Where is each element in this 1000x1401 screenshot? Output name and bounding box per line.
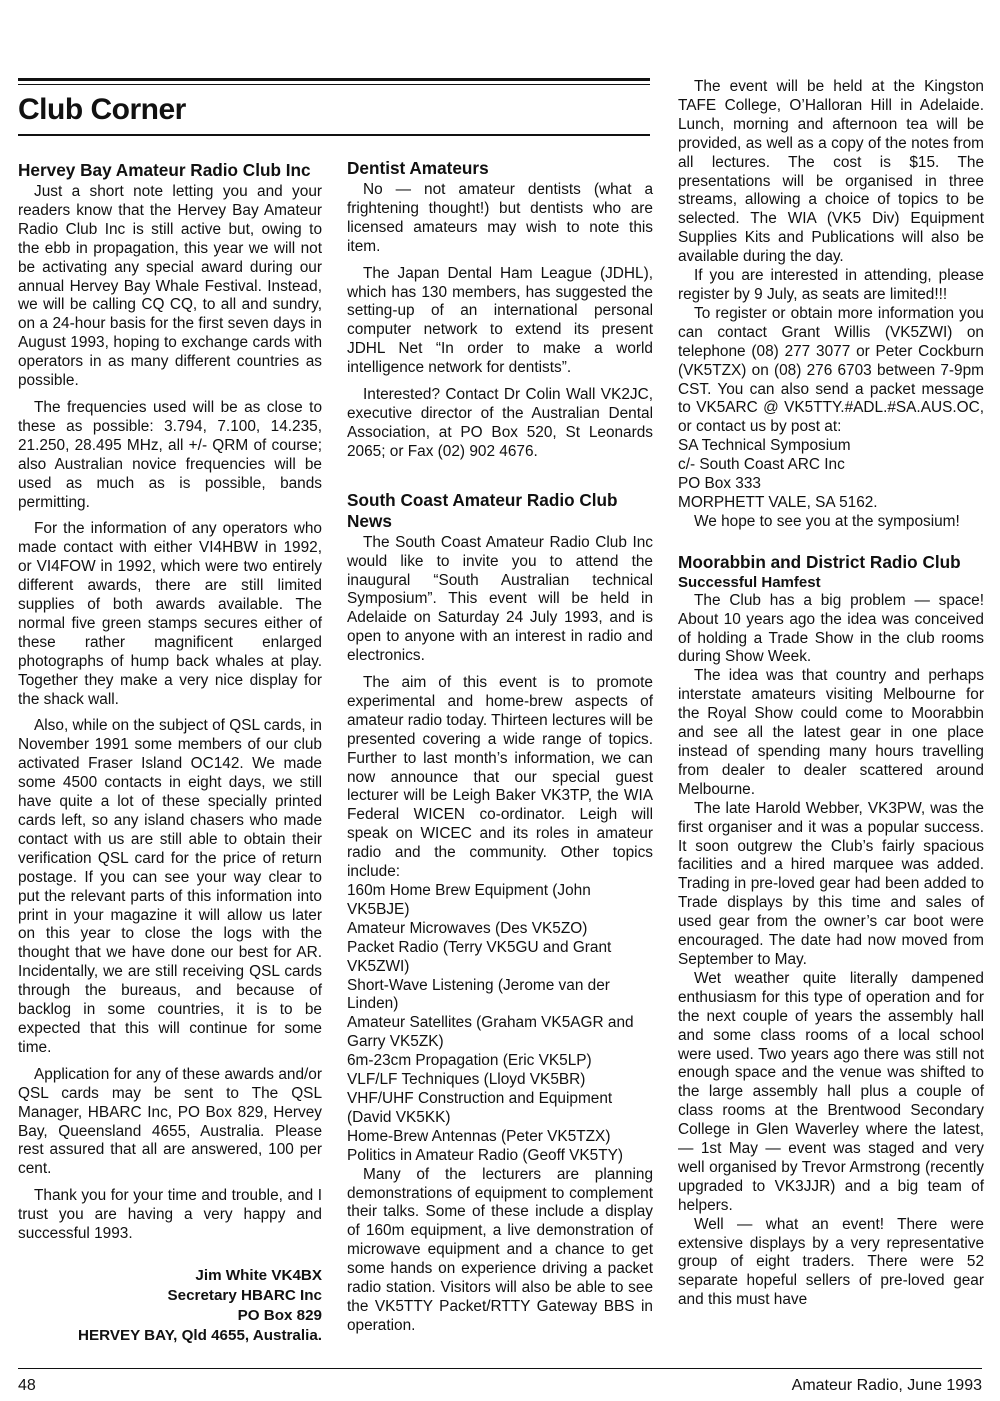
footer-rule	[18, 1368, 982, 1369]
section-heading-hervey-bay: Hervey Bay Amateur Radio Club Inc	[18, 160, 311, 180]
topic-item: 6m-23cm Propagation (Eric VK5LP)	[347, 1052, 592, 1070]
moorabbin-paragraph-2: The idea was that country and perhaps interstate amateurs visiting Melbourne for the Royal Show could come to Moorabbin and see all the latest gear in one place instead of spending many hours travelling from dealer to dealer scattered around Melbourne.	[678, 667, 984, 798]
address-line: SA Technical Symposium	[678, 437, 851, 455]
moorabbin-paragraph-4: Wet weather quite literally dampened enthusiasm for this type of operation and for the next couple of years the assembly hall and some class rooms of a local school were used. Two years ago there was still not enough space and the venue was shifted to the large assembly hall plus a couple of class rooms at the Brentwood Secondary College in Glen Waverley where the latest, — 1st May — event was staged and very well organised by Trevor Armstrong (recently upgraded to VK3JJR) and a big team of helpers.	[678, 969, 984, 1214]
section-subheading-hamfest: Successful Hamfest	[678, 573, 821, 591]
postal-address	[678, 437, 984, 513]
section-heading-moorabbin: Moorabbin and District Radio Club	[678, 551, 961, 572]
title-rule-bottom	[18, 134, 650, 136]
section-heading-south-coast: South Coast Amateur Radio Club News	[347, 489, 618, 531]
address-line: MORPHETT VALE, SA 5162.	[678, 493, 878, 511]
topic-item: VLF/LF Techniques (Lloyd VK5BR)	[347, 1071, 586, 1089]
topic-item: Packet Radio (Terry VK5GU and Grant VK5ZWI)	[347, 938, 612, 975]
hervey-paragraph-3: For the information of any operators who made contact with either VI4HBW in 1992, or VI4FOW in 1992, which were two entirely different awards, there are still limited supplies of both awards available. The normal five green stamps secures either of these rather magnificent enlarged photographs of hump back whales at play. Together they make a very nice display for the shack wall.	[18, 520, 322, 708]
topic-item: Amateur Microwaves (Des VK5ZO)	[347, 919, 588, 937]
topic-item: Home-Brew Antennas (Peter VK5TZX)	[347, 1127, 611, 1145]
title-rule-top	[18, 78, 650, 81]
section-heading-dentist: Dentist Amateurs	[347, 158, 489, 178]
symposium-paragraph-2: If you are interested in attending, please register by 9 July, as seats are limited!!!	[678, 267, 984, 303]
signature-line: Secretary HBARC Inc	[167, 1286, 322, 1304]
signature-block	[18, 1266, 322, 1346]
signature-line: PO Box 829	[237, 1306, 322, 1324]
southcoast-paragraph-2: The aim of this event is to promote experimental and home-brew aspects of amateur radio today. Thirteen lectures will be presented covering a wide range of topics. Further to last month’s information, we can now announce that our special guest lecturer will be Leigh Baker VK3TP, the WIA Federal WICEN co-ordinator. Leigh will speak on WICEC and its roles in amateur radio and the community. Other topics include:	[347, 674, 653, 881]
symposium-paragraph-3: To register or obtain more information you can contact Grant Willis (VK5ZWI) on telephone (08) 277 3077 or Peter Cockburn (VK5TZX) on (08) 276 6703 between 7-9pm CST. You can also send a packet message to VK5ARC @ VK5TTY.#ADL.#SA.AUS.OC, or contact us by post at:	[678, 304, 984, 436]
signature-line: Jim White VK4BX	[195, 1266, 322, 1284]
hervey-paragraph-5: Application for any of these awards and/or QSL cards may be sent to The QSL Manager, HBARC Inc, PO Box 829, Hervey Bay, Queensland 4655, Australia. Please rest assured that all are answered, 100 per cent.	[18, 1065, 322, 1178]
dentist-paragraph-1: No — not amateur dentists (what a frightening thought!) but dentists who are licensed amateurs may wish to note this item.	[347, 181, 653, 255]
dentist-paragraph-2: The Japan Dental Ham League (JDHL), which has 130 members, has suggested the setting-up of an international personal computer network to extend its present JDHL Net “In order to make a world intelligence network for dentists”.	[347, 264, 653, 377]
topic-item: Amateur Satellites (Graham VK5AGR and Garry VK5ZK)	[347, 1014, 634, 1051]
hervey-paragraph-4: Also, while on the subject of QSL cards, in November 1991 some members of our club activated Fraser Island OC142. We made some 4500 contacts in eight days, we still have quite a lot of these specially printed cards left, so any island chasers who made contact with us are still able to obtain their verification QSL card for the price of return postage. If you can see your way clear to put the relevant parts of this information into print in your magazine it will allow us later on this year to close the logs with the thought that we have done our best for AR. Incidentally, we are still receiving QSL cards through the bureaus, and because of backlog in some countries, it is to be expected that this will continue for some time.	[18, 717, 322, 1056]
moorabbin-paragraph-5: Well — what an event! There were extensive displays by a very representative group of eight traders. There were 52 separate hopeful sellers of pre-loved gear and this must have	[678, 1215, 984, 1309]
southcoast-closing-paragraph: Many of the lecturers are planning demonstrations of equipment to complement their talks. Some of these include a display of 160m equipment, a live demonstration of microwave equipment and a chance to get some hands on experience driving a packet radio station. Visitors will also be able to see the VK5TTY Packet/RTTY Gateway BBS in operation.	[347, 1165, 653, 1334]
topic-item: 160m Home Brew Equipment (John VK5BJE)	[347, 882, 591, 918]
publication-line: Amateur Radio, June 1993	[791, 1377, 982, 1394]
title-rule-top-thin	[18, 84, 650, 85]
moorabbin-paragraph-3: The late Harold Webber, VK3PW, was the first organiser and it was a popular success. It soon outgrew the Club’s fairly spacious facilities and a hired marquee was added. Trading in pre-loved gear had been added to Trade displays by this time and sales of used gear from the owner’s car boot were encouraged. The date had now moved from September to May.	[678, 799, 984, 968]
address-line: PO Box 333	[678, 475, 761, 493]
address-line: c/- South Coast ARC Inc	[678, 456, 845, 474]
topics-list	[347, 882, 653, 1166]
dentist-paragraph-3: Interested? Contact Dr Colin Wall VK2JC, executive director of the Australian Dental Association, at PO Box 520, St Leonards 2065; or Fax (02) 902 4676.	[347, 386, 653, 460]
topic-item: Short-Wave Listening (Jerome van der Linden)	[347, 976, 610, 1013]
page-title: Club Corner	[18, 93, 186, 126]
signature-line: HERVEY BAY, Qld 4655, Australia.	[78, 1326, 322, 1344]
hervey-paragraph-1: Just a short note letting you and your readers know that the Hervey Bay Amateur Radio Club Inc is still active but, owing to the ebb in propagation, this year we will not be activating any special award during our annual Hervey Bay Whale Festival. Instead, we will be calling CQ CQ, to all and sundry, on a 24-hour basis for the first seven days in August 1993, hoping to exchange cards with operators in as many different countries as possible.	[18, 183, 322, 390]
page-number: 48	[18, 1377, 36, 1394]
column-symposium-moorabbin	[678, 78, 984, 1310]
column-dentist-southcoast	[347, 158, 653, 1344]
symposium-closing: We hope to see you at the symposium!	[694, 512, 960, 530]
column-hervey-bay	[18, 160, 322, 1346]
topic-item: Politics in Amateur Radio (Geoff VK5TY)	[347, 1146, 624, 1164]
symposium-paragraph-1: The event will be held at the Kingston TAFE College, O’Halloran Hill in Adelaide. Lunch, morning and afternoon tea will be provided, as well as a copy of the notes from all lectures. The cost is $15. The presentations will be organised in three streams, allowing a choice of topics to be selected. The WIA (VK5 Div) Equipment Supplies Kits and Publications will also be available during the day.	[678, 78, 984, 266]
topic-item: VHF/UHF Construction and Equipment (David VK5KK)	[347, 1089, 613, 1126]
hervey-paragraph-6: Thank you for your time and trouble, and I trust you are having a very happy and successful 1993.	[18, 1187, 322, 1243]
moorabbin-paragraph-1: The Club has a big problem — space! About 10 years ago the idea was conceived of holding a Trade Show in the club rooms during Show Week.	[678, 591, 984, 666]
southcoast-paragraph-1: The South Coast Amateur Radio Club Inc would like to invite you to attend the inaugural “South Australian technical Symposium”. This event will be held in Adelaide on Saturday 24 July 1993, and is open to anyone with an interest in radio and electronics.	[347, 533, 653, 665]
hervey-paragraph-2: The frequencies used will be as close to these as possible: 3.794, 7.100, 14.235, 21.250, 28.495 MHz, all +/- QRM of course; also Australian novice frequencies will be used as much as is possible, bands permitting.	[18, 398, 322, 511]
